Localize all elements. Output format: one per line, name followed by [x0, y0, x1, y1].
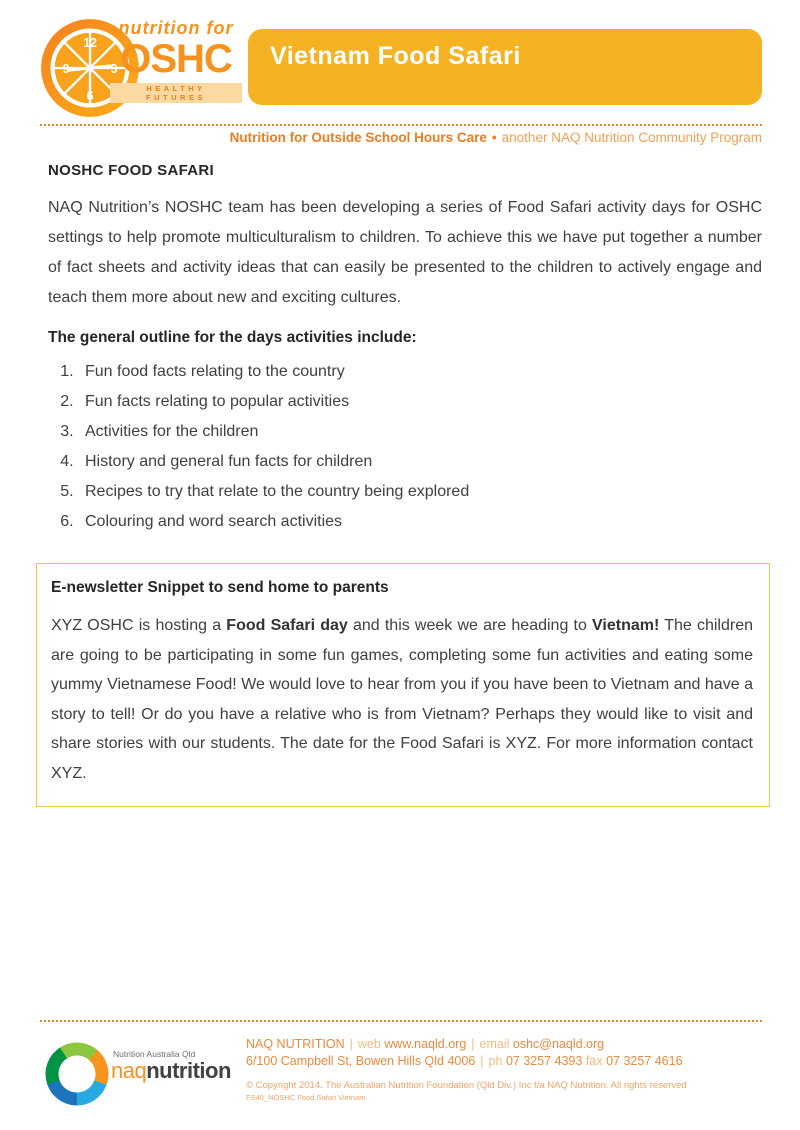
naq-nutrition-logo	[40, 1032, 246, 1121]
outline-heading: The general outline for the days activities include:	[48, 329, 417, 346]
section-title: NOSHC FOOD SAFARI	[48, 162, 214, 179]
tagline-bullet: •	[491, 130, 497, 145]
separator: |	[471, 1037, 475, 1051]
intro-paragraph: NAQ Nutrition’s NOSHC team has been developing a series of Food Safari activity days for OSHC settings to help promote multiculturalism to children. To achieve this we have put together a number of fact sheets and activity ideas that can easily be presented to the children to actively engage and teach them more about new and exciting cultures.	[48, 199, 762, 306]
fax-label: fax	[585, 1054, 603, 1068]
snippet-text: and this week we are heading to	[347, 617, 593, 634]
fax-number: 07 3257 4616	[606, 1054, 683, 1068]
page-title: Vietnam Food Safari	[270, 42, 521, 70]
tagline-program-name: Nutrition for Outside School Hours Care	[229, 130, 487, 145]
phone-number: 07 3257 4393	[505, 1054, 583, 1068]
naq-logo-text	[111, 1049, 231, 1121]
logo-oshc: OSHC	[120, 37, 232, 81]
email-address: oshc@naqld.org	[512, 1037, 605, 1051]
clock-number-12: 12	[83, 36, 97, 51]
snippet-heading: E-newsletter Snippet to send home to parents	[51, 579, 389, 596]
dotted-divider-bottom	[40, 1020, 762, 1022]
snippet-text: XYZ OSHC is hosting a	[51, 617, 227, 634]
main-content	[48, 162, 762, 543]
list-item: 5. Recipes to try that relate to the country being explored	[78, 483, 762, 500]
list-item: 6. Colouring and word search activities	[78, 513, 762, 530]
separator: |	[349, 1037, 353, 1051]
footer-contact-block	[246, 1032, 762, 1102]
clock-number-9: 9	[62, 62, 70, 77]
logo-healthy-futures: HEALTHY FUTURES	[110, 83, 242, 103]
oshc-logo	[38, 16, 240, 120]
tagline	[40, 130, 762, 145]
list-item: 4. History and general fun facts for children	[78, 453, 762, 470]
list-item: 2. Fun facts relating to popular activities	[78, 393, 762, 410]
footer-line-2	[246, 1053, 762, 1070]
tagline-subtitle: another NAQ Nutrition Community Program	[501, 130, 762, 145]
website-url: www.naqld.org	[384, 1037, 467, 1051]
footer	[40, 1020, 762, 1121]
logo-nutrition-for: nutrition for	[118, 18, 234, 38]
naq-logo-nutrition: nutrition	[146, 1058, 231, 1083]
phone-label: ph	[488, 1054, 503, 1068]
naq-logo-naq: naq	[111, 1058, 147, 1083]
snippet-text: The children are going to be participating in some fun games, completing some fun activities and eating some yummy Vietnamese Food! We would love to hear from you if you have been to Vietnam and have a story to tell! Or do you have a relative who is from Vietnam? Perhaps they would like to visit and share stories with our students. The date for the Food Safari is XYZ. For more information contact XYZ.	[51, 617, 753, 782]
street-address: 6/100 Campbell St, Bowen Hills Qld 4006	[246, 1054, 476, 1068]
snippet-bold-food-safari-day: Food Safari day	[226, 617, 348, 634]
naq-ring-icon	[40, 1032, 116, 1121]
snippet-bold-vietnam: Vietnam!	[592, 617, 660, 634]
list-item: 1. Fun food facts relating to the country	[78, 363, 762, 380]
clock-number-3: 3	[110, 62, 118, 77]
newsletter-snippet-box	[36, 563, 770, 807]
copyright-notice: © Copyright 2014. The Australian Nutrition Foundation (Qld Div.) Inc t/a NAQ Nutrition. All rights reserved	[246, 1080, 687, 1091]
footer-line-1	[246, 1036, 762, 1053]
web-label: web	[357, 1037, 381, 1051]
oshc-logo-text	[110, 18, 242, 105]
clock-number-6: 6	[86, 89, 94, 104]
email-label: email	[479, 1037, 510, 1051]
separator: |	[480, 1054, 484, 1068]
footer-org-name: NAQ NUTRITION	[246, 1037, 345, 1051]
snippet-body	[51, 611, 753, 788]
title-banner	[248, 29, 762, 105]
outline-list	[48, 363, 762, 530]
list-item: 3. Activities for the children	[78, 423, 762, 440]
dotted-divider-top	[40, 124, 762, 126]
naq-logo-small-text: Nutrition Australia Qld	[113, 1049, 196, 1059]
header	[38, 16, 762, 120]
document-code: FS40_NOSHC Food Safari Vietnam	[246, 1093, 366, 1102]
